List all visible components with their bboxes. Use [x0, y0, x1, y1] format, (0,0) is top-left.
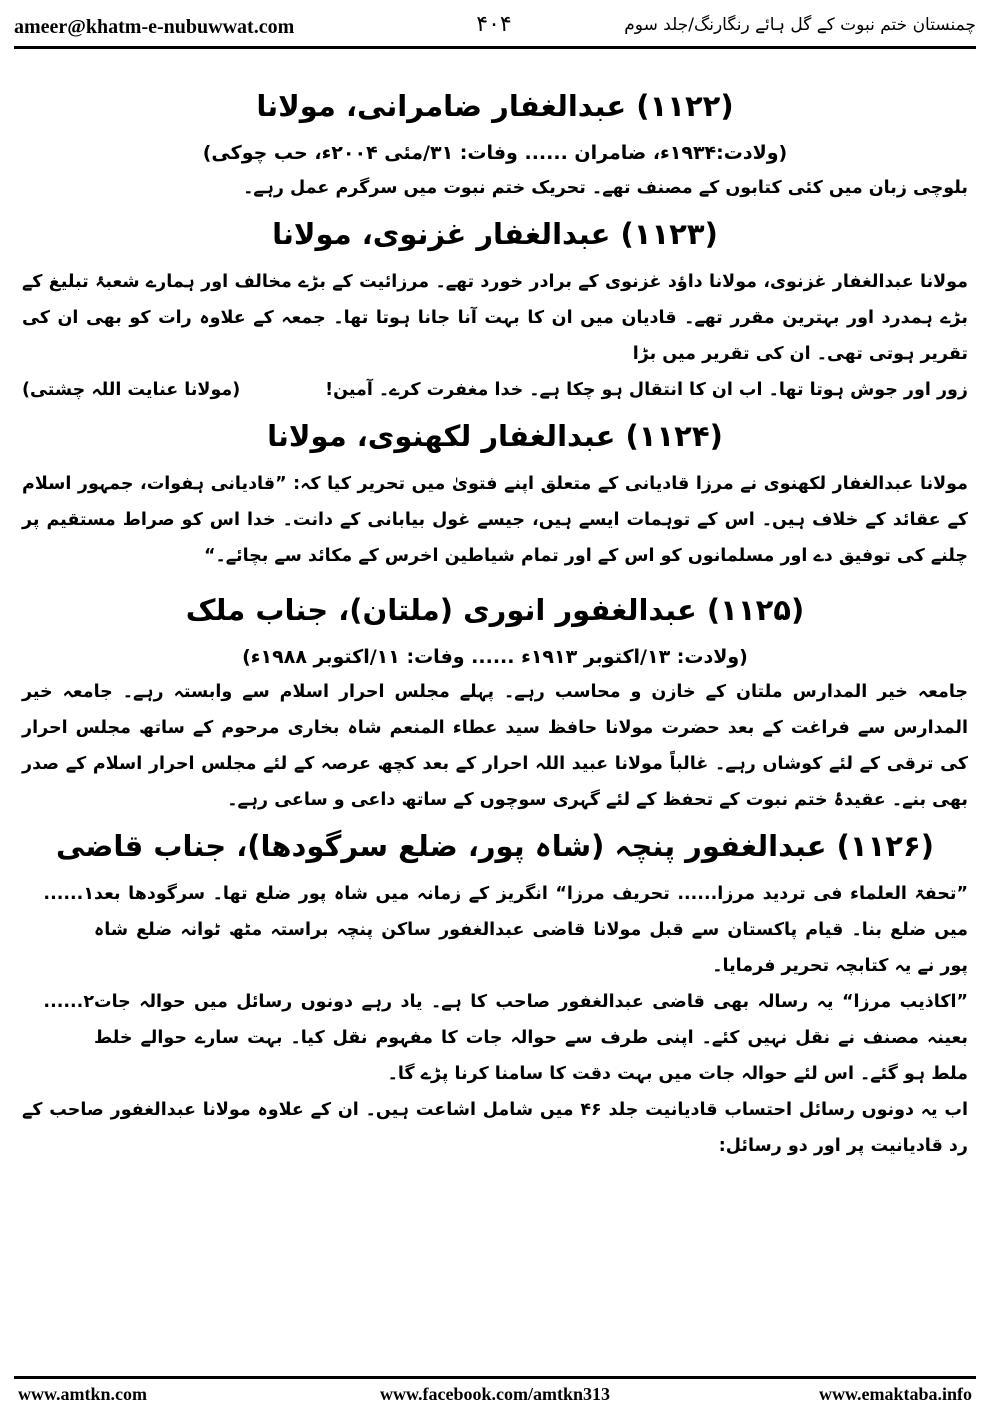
- header-email[interactable]: ameer@khatm-e-nubuwwat.com: [14, 16, 295, 38]
- entry-title: (۱۱۲۶) عبدالغفور پنچہ (شاہ پور، ضلع سرگودھا)، جناب قاضی: [56, 829, 934, 863]
- entry-paragraph: مولانا عبدالغفار لکھنوی نے مرزا قادیانی کے متعلق اپنے فتویٰ میں تحریر کیا کہ: ”قادیانی ہفوات، جمہور اسلام کے عقائد کے خلاف ہیں۔ اس کے توہمات ایسے ہیں، جیسے غول بیابانی کے دانت۔ خدا اس کو صراط مستقیم پر چلنے کی توفیق دے اور مسلمانوں کو اس کے اور تمام شیاطین اخرس کے مکائد سے بچائے۔“: [22, 474, 968, 566]
- entry-1123: [22, 210, 968, 408]
- entry-1122: [22, 82, 968, 206]
- list-item-text: ”تحفۃ العلماء فی تردید مرزا...... تحریف مرزا“ انگریز کے زمانہ میں شاہ پور ضلع تھا۔ سرگودھا بعد میں ضلع بنا۔ قیام پاکستان سے قبل مولانا قاضی عبدالغفور ساکن پنچہ براستہ مٹھ ٹوانہ ضلع شاہ پور نے یہ کتابچہ تحریر فرمایا۔: [94, 884, 968, 976]
- entry-1124: [22, 412, 968, 574]
- list-item-number: ۲......: [43, 992, 94, 1012]
- footer-link-emaktaba[interactable]: www.emaktaba.info: [818, 1384, 972, 1404]
- entry-dates: (ولادت: ۱۳/اکتوبر ۱۹۱۳ء ...... وفات: ۱۱/اکتوبر ۱۹۸۸ء): [242, 646, 748, 668]
- footer-link-amtkn[interactable]: www.amtkn.com: [18, 1384, 147, 1404]
- page-footer: [18, 1384, 972, 1410]
- entry-title: (۱۱۲۴) عبدالغفار لکھنوی، مولانا: [267, 419, 723, 453]
- entry-title: (۱۱۲۵) عبدالغفور انوری (ملتان)، جناب ملک: [185, 593, 805, 627]
- list-item: [22, 984, 968, 1092]
- header-divider: [14, 46, 976, 49]
- page-number: ۴۰۴: [476, 12, 512, 37]
- entry-last-line: [22, 372, 968, 408]
- page-content: [22, 82, 968, 1164]
- entry-title: (۱۱۲۲) عبدالغفار ضامرانی، مولانا: [256, 89, 734, 123]
- entry-dates: (ولادت:۱۹۳۴ء، ضامران ...... وفات: ۳۱/مئی ۲۰۰۴ء، حب چوکی): [202, 142, 788, 164]
- entry-1126: [22, 822, 968, 1164]
- entry-paragraph-end: زور اور جوش ہوتا تھا۔ اب ان کا انتقال ہو چکا ہے۔ خدا مغفرت کرے۔ آمین!: [325, 380, 968, 400]
- footer-link-facebook[interactable]: www.facebook.com/amtkn313: [380, 1384, 610, 1404]
- page-header: [14, 10, 976, 44]
- entry-1125: [22, 586, 968, 818]
- entry-title: (۱۱۲۳) عبدالغفار غزنوی، مولانا: [272, 217, 718, 251]
- entry-closing: اب یہ دونوں رسائل احتساب قادیانیت جلد ۴۶ میں شامل اشاعت ہیں۔ ان کے علاوہ مولانا عبدالغفور صاحب کے رد قادیانیت پر اور دو رسائل:: [22, 1100, 968, 1156]
- entry-source: (مولانا عنایت اللہ چشتی): [22, 380, 241, 400]
- list-item-number: ۱......: [43, 884, 94, 904]
- book-title: چمنستان ختم نبوت کے گل ہائے رنگارنگ/جلد سوم: [624, 15, 976, 35]
- entry-paragraph: جامعہ خیر المدارس ملتان کے خازن و محاسب رہے۔ پہلے مجلس احرار اسلام سے وابستہ رہے۔ جامعہ خیر المدارس سے فراغت کے بعد حضرت مولانا حافظ سید عطاء المنعم شاہ بخاری مرحوم کے ساتھ مجلس احرار کی ترقی کے لئے کوشاں رہے۔ غالباً مولانا عبید اللہ احرار کے بعد کچھ عرصہ کے لئے مجلس احرار اسلام کے صدر بھی بنے۔ عقیدۂ ختم نبوت کے تحفظ کے لئے گہری سوچوں کے ساتھ داعی و ساعی رہے۔: [22, 682, 968, 810]
- list-item: [22, 876, 968, 984]
- list-item-text: ”اکاذیب مرزا“ یہ رسالہ بھی قاضی عبدالغفور صاحب کا ہے۔ یاد رہے دونوں رسائل میں حوالہ جات بعینہ مصنف نے نقل نہیں کئے۔ اپنی طرف سے حوالہ جات کا مفہوم نقل کیا۔ بہت سارے حوالے خلط ملط ہو گئے۔ اس لئے حوالہ جات میں بہت دقت کا سامنا کرنا پڑے گا۔: [94, 992, 968, 1084]
- entry-paragraph: بلوچی زبان میں کئی کتابوں کے مصنف تھے۔ تحریک ختم نبوت میں سرگرم عمل رہے۔: [243, 178, 968, 198]
- footer-divider: [14, 1376, 976, 1379]
- entry-paragraph: مولانا عبدالغفار غزنوی، مولانا داؤد غزنوی کے برادر خورد تھے۔ مرزائیت کے بڑے مخالف اور ہمارے شعبۂ تبلیغ کے بڑے ہمدرد اور بہترین مقرر تھے۔ قادیان میں ان کا بہت آنا جانا ہوتا تھا۔ جمعہ کے علاوہ رات کو بھی ان کی تقریر ہوتی تھی۔ ان کی تقریر میں بڑا: [22, 272, 968, 364]
